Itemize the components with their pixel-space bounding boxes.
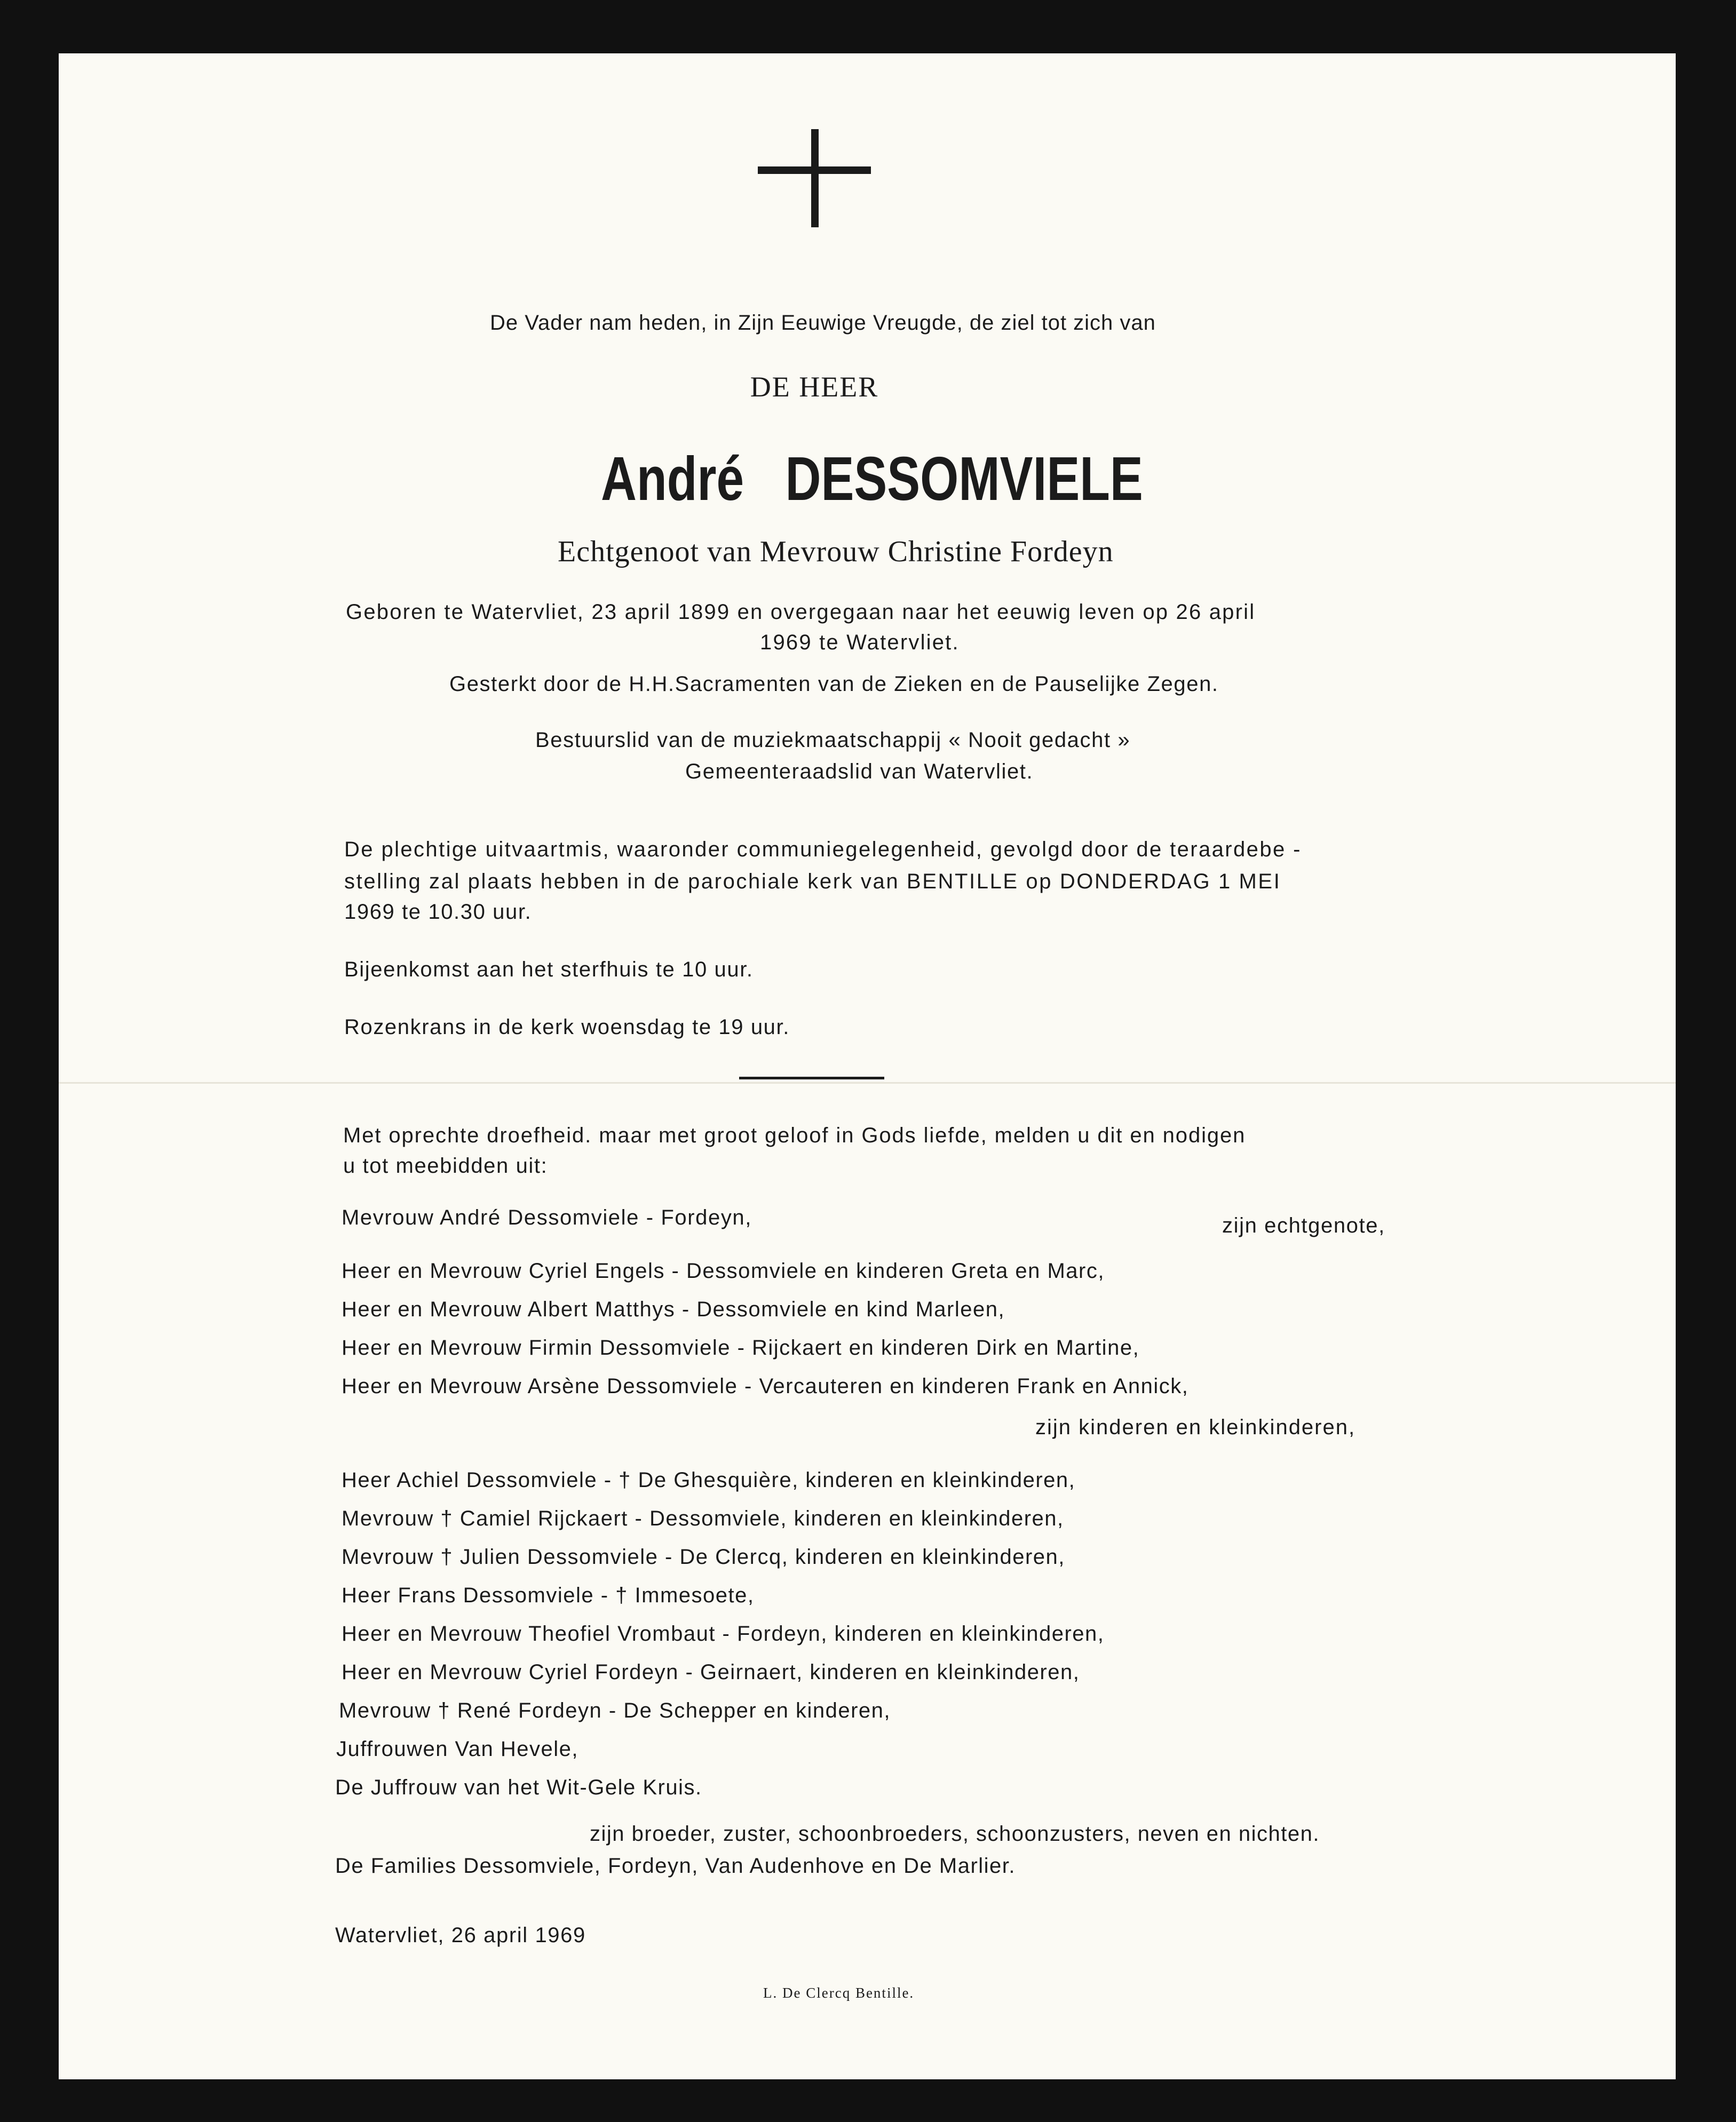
siblings-role: zijn broeder, zuster, schoonbroeders, schoonzusters, neven en nichten. [590,1822,1320,1846]
sibling-line: Mevrouw † René Fordeyn - De Schepper en kinderen, [339,1699,891,1722]
funeral-line-1: De plechtige uitvaartmis, waaronder communiegelegenheid, gevolgd door de teraardebe - [344,838,1302,861]
separator-rule [739,1077,884,1079]
birth-line-1: Geboren te Watervliet, 23 april 1899 en overgegaan naar het eeuwig leven op 26 april [346,600,1256,624]
sibling-line: Juffrouwen Van Hevele, [336,1737,578,1761]
intro-line: De Vader nam heden, in Zijn Eeuwige Vreugde, de ziel tot zich van [490,311,1156,335]
wife-role: zijn echtgenote, [1222,1214,1385,1237]
child-line: Heer en Mevrouw Firmin Dessomviele - Rijckaert en kinderen Dirk en Martine, [342,1336,1140,1360]
role-line-1: Bestuurslid van de muziekmaatschappij « Nooit gedacht » [535,728,1131,752]
deceased-name: André DESSOMVIELE [601,444,1143,513]
sibling-line: De Juffrouw van het Wit-Gele Kruis. [335,1776,702,1799]
place-date: Watervliet, 26 april 1969 [335,1924,586,1947]
spouse-line: Echtgenoot van Mevrouw Christine Fordeyn [558,535,1114,568]
child-line: Heer en Mevrouw Arsène Dessomviele - Vercauteren en kinderen Frank en Annick, [342,1374,1189,1398]
printer-credit: L. De Clercq Bentille. [763,1985,915,2001]
sibling-line: Heer Achiel Dessomviele - † De Ghesquière, kinderen en kleinkinderen, [342,1468,1076,1492]
fold-line [59,1082,1676,1084]
role-line-2: Gemeenteraadslid van Watervliet. [685,760,1034,783]
birth-line-2: 1969 te Watervliet. [760,631,960,654]
family-intro-1: Met oprechte droefheid. maar met groot geloof in Gods liefde, melden u dit en nodigen [343,1124,1246,1147]
cross-icon [758,129,871,227]
child-line: Heer en Mevrouw Albert Matthys - Dessomviele en kind Marleen, [342,1298,1005,1321]
paper-sheet [59,53,1676,2079]
wife-name: Mevrouw André Dessomviele - Fordeyn, [342,1206,752,1229]
sibling-line: Heer en Mevrouw Cyriel Fordeyn - Geirnaert, kinderen en kleinkinderen, [342,1660,1080,1684]
child-line: Heer en Mevrouw Cyriel Engels - Dessomviele en kinderen Greta en Marc, [342,1259,1105,1283]
sibling-line: Heer en Mevrouw Theofiel Vrombaut - Fordeyn, kinderen en kleinkinderen, [342,1622,1105,1646]
children-role: zijn kinderen en kleinkinderen, [1035,1416,1356,1439]
families-line: De Families Dessomviele, Fordeyn, Van Audenhove en De Marlier. [335,1854,1016,1878]
rosary-line: Rozenkrans in de kerk woensdag te 19 uur. [344,1015,790,1039]
honorific: DE HEER [750,371,879,403]
funeral-line-3: 1969 te 10.30 uur. [344,900,532,924]
family-intro-2: u tot meebidden uit: [343,1154,548,1178]
sacraments-line: Gesterkt door de H.H.Sacramenten van de Zieken en de Pauselijke Zegen. [449,672,1219,696]
sibling-line: Mevrouw † Camiel Rijckaert - Dessomviele, kinderen en kleinkinderen, [342,1507,1064,1530]
sibling-line: Heer Frans Dessomviele - † Immesoete, [342,1584,755,1607]
sibling-line: Mevrouw † Julien Dessomviele - De Clercq, kinderen en kleinkinderen, [342,1545,1065,1569]
gathering-line: Bijeenkomst aan het sterfhuis te 10 uur. [344,958,754,981]
funeral-line-2: stelling zal plaats hebben in de parochiale kerk van BENTILLE op DONDERDAG 1 MEI [344,870,1281,893]
